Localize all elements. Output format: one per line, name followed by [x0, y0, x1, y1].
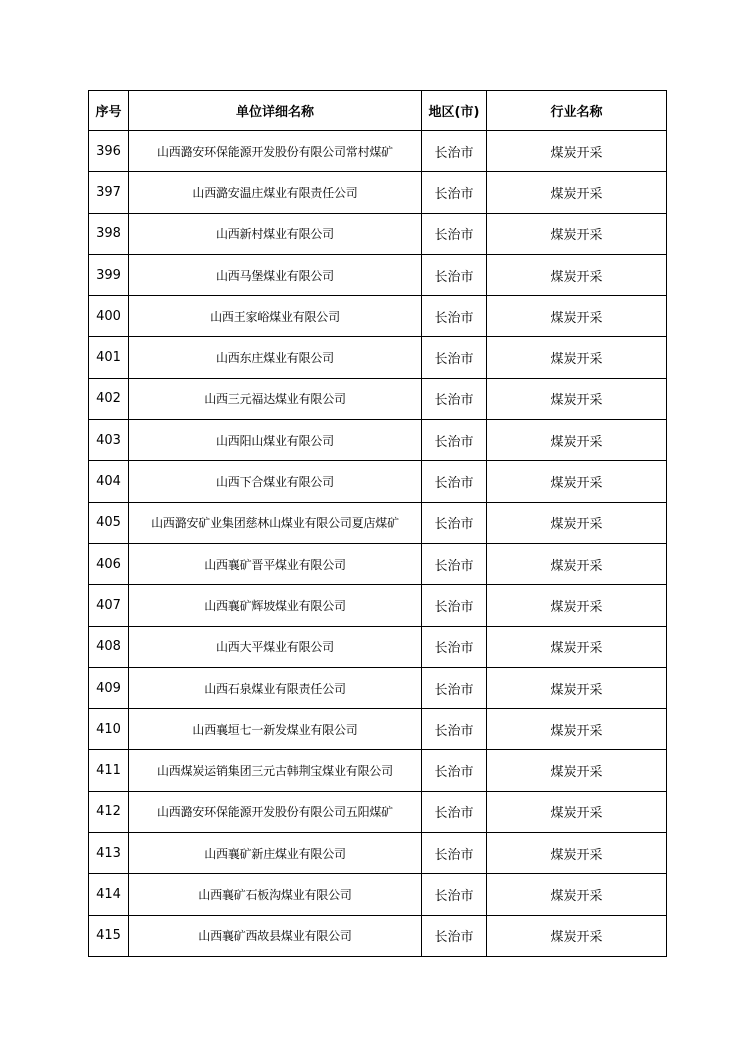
- cell-name: 山西潞安矿业集团慈林山煤业有限公司夏店煤矿: [129, 502, 422, 543]
- cell-industry: 煤炭开采: [487, 296, 667, 337]
- cell-no: 397: [89, 172, 129, 213]
- table-body: [89, 131, 667, 957]
- cell-industry: 煤炭开采: [487, 750, 667, 791]
- cell-industry: 煤炭开采: [487, 626, 667, 667]
- cell-name: 山西潞安环保能源开发股份有限公司常村煤矿: [129, 131, 422, 172]
- cell-region: 长治市: [422, 213, 487, 254]
- cell-region: 长治市: [422, 833, 487, 874]
- cell-industry: 煤炭开采: [487, 833, 667, 874]
- cell-no: 402: [89, 378, 129, 419]
- cell-industry: 煤炭开采: [487, 461, 667, 502]
- cell-name: 山西三元福达煤业有限公司: [129, 378, 422, 419]
- cell-region: 长治市: [422, 296, 487, 337]
- cell-industry: 煤炭开采: [487, 213, 667, 254]
- cell-no: 404: [89, 461, 129, 502]
- table-row: [89, 626, 667, 667]
- cell-industry: 煤炭开采: [487, 709, 667, 750]
- table-row: [89, 915, 667, 956]
- cell-no: 401: [89, 337, 129, 378]
- cell-name: 山西大平煤业有限公司: [129, 626, 422, 667]
- cell-name: 山西襄矿晋平煤业有限公司: [129, 543, 422, 584]
- cell-industry: 煤炭开采: [487, 172, 667, 213]
- cell-industry: 煤炭开采: [487, 667, 667, 708]
- table-row: [89, 833, 667, 874]
- header-name: 单位详细名称: [129, 91, 422, 131]
- cell-region: 长治市: [422, 709, 487, 750]
- cell-no: 399: [89, 254, 129, 295]
- cell-name: 山西下合煤业有限公司: [129, 461, 422, 502]
- table-row: [89, 213, 667, 254]
- cell-region: 长治市: [422, 131, 487, 172]
- cell-industry: 煤炭开采: [487, 874, 667, 915]
- cell-industry: 煤炭开采: [487, 543, 667, 584]
- cell-industry: 煤炭开采: [487, 131, 667, 172]
- cell-name: 山西襄矿石板沟煤业有限公司: [129, 874, 422, 915]
- cell-name: 山西马堡煤业有限公司: [129, 254, 422, 295]
- cell-no: 403: [89, 420, 129, 461]
- cell-region: 长治市: [422, 791, 487, 832]
- cell-industry: 煤炭开采: [487, 378, 667, 419]
- cell-no: 408: [89, 626, 129, 667]
- header-region: 地区(市): [422, 91, 487, 131]
- table-row: [89, 791, 667, 832]
- cell-region: 长治市: [422, 337, 487, 378]
- cell-no: 400: [89, 296, 129, 337]
- table-header: [89, 91, 667, 131]
- cell-industry: 煤炭开采: [487, 791, 667, 832]
- header-no: 序号: [89, 91, 129, 131]
- table-row: [89, 874, 667, 915]
- table-row: [89, 296, 667, 337]
- cell-industry: 煤炭开采: [487, 420, 667, 461]
- cell-no: 411: [89, 750, 129, 791]
- cell-industry: 煤炭开采: [487, 337, 667, 378]
- cell-region: 长治市: [422, 543, 487, 584]
- cell-no: 398: [89, 213, 129, 254]
- table-row: [89, 131, 667, 172]
- cell-region: 长治市: [422, 378, 487, 419]
- cell-name: 山西新村煤业有限公司: [129, 213, 422, 254]
- cell-name: 山西潞安环保能源开发股份有限公司五阳煤矿: [129, 791, 422, 832]
- cell-no: 407: [89, 585, 129, 626]
- cell-region: 长治市: [422, 874, 487, 915]
- cell-industry: 煤炭开采: [487, 915, 667, 956]
- cell-region: 长治市: [422, 750, 487, 791]
- cell-no: 415: [89, 915, 129, 956]
- header-industry: 行业名称: [487, 91, 667, 131]
- cell-region: 长治市: [422, 461, 487, 502]
- table-row: [89, 254, 667, 295]
- cell-region: 长治市: [422, 420, 487, 461]
- cell-region: 长治市: [422, 172, 487, 213]
- cell-region: 长治市: [422, 915, 487, 956]
- enterprise-list-table: [88, 90, 667, 957]
- cell-name: 山西王家峪煤业有限公司: [129, 296, 422, 337]
- cell-industry: 煤炭开采: [487, 585, 667, 626]
- cell-region: 长治市: [422, 254, 487, 295]
- cell-region: 长治市: [422, 667, 487, 708]
- cell-no: 412: [89, 791, 129, 832]
- cell-industry: 煤炭开采: [487, 502, 667, 543]
- table-row: [89, 502, 667, 543]
- table-row: [89, 667, 667, 708]
- cell-no: 409: [89, 667, 129, 708]
- table-row: [89, 337, 667, 378]
- cell-no: 396: [89, 131, 129, 172]
- table-row: [89, 461, 667, 502]
- cell-no: 413: [89, 833, 129, 874]
- cell-no: 405: [89, 502, 129, 543]
- table-row: [89, 543, 667, 584]
- table-row: [89, 378, 667, 419]
- cell-name: 山西煤炭运销集团三元古韩荆宝煤业有限公司: [129, 750, 422, 791]
- cell-no: 414: [89, 874, 129, 915]
- table-row: [89, 420, 667, 461]
- cell-name: 山西襄矿辉坡煤业有限公司: [129, 585, 422, 626]
- cell-name: 山西潞安温庄煤业有限责任公司: [129, 172, 422, 213]
- table-row: [89, 709, 667, 750]
- cell-region: 长治市: [422, 585, 487, 626]
- cell-no: 410: [89, 709, 129, 750]
- cell-region: 长治市: [422, 502, 487, 543]
- cell-region: 长治市: [422, 626, 487, 667]
- cell-name: 山西襄矿西故县煤业有限公司: [129, 915, 422, 956]
- cell-name: 山西襄垣七一新发煤业有限公司: [129, 709, 422, 750]
- cell-name: 山西阳山煤业有限公司: [129, 420, 422, 461]
- cell-industry: 煤炭开采: [487, 254, 667, 295]
- cell-name: 山西石泉煤业有限责任公司: [129, 667, 422, 708]
- cell-no: 406: [89, 543, 129, 584]
- header-row: [89, 91, 667, 131]
- table-row: [89, 172, 667, 213]
- cell-name: 山西东庄煤业有限公司: [129, 337, 422, 378]
- cell-name: 山西襄矿新庄煤业有限公司: [129, 833, 422, 874]
- table-row: [89, 750, 667, 791]
- table-row: [89, 585, 667, 626]
